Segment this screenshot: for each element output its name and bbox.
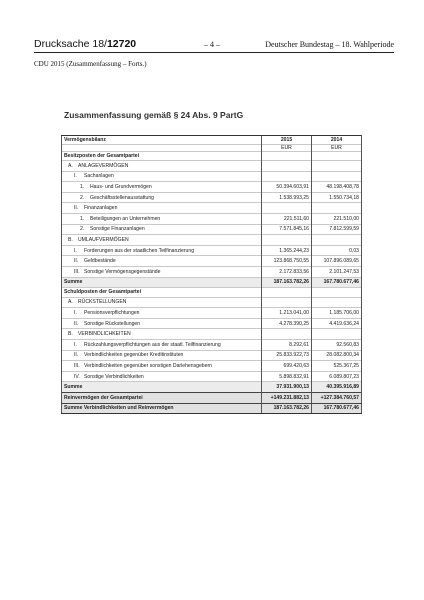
table-row (62, 151, 362, 161)
table-row (62, 192, 362, 203)
row-number: 2. (80, 194, 85, 201)
row-label (62, 266, 262, 277)
value-2014: 28.082.800,34 (312, 350, 362, 361)
row-number: A. (68, 162, 73, 169)
row-label-text: ANLAGEVERMÖGEN (78, 162, 129, 169)
table-row (62, 340, 362, 351)
row-number: IV. (74, 373, 80, 380)
row-number: I. (74, 247, 77, 254)
table-row (62, 245, 362, 256)
row-number: III. (74, 362, 80, 369)
value-2014 (312, 288, 362, 298)
row-label (62, 329, 262, 340)
table-row (62, 235, 362, 246)
value-2014: +127.384.760,57 (312, 392, 362, 403)
row-label-text: Geldbestände (84, 258, 116, 265)
row-label-text: Sonstige Verbindlichkeiten (84, 373, 144, 380)
table-row (62, 382, 362, 393)
value-2015 (262, 235, 312, 246)
row-label (62, 382, 262, 393)
value-2015: 221.511,60 (262, 213, 312, 224)
value-2014: 2.101.247,53 (312, 266, 362, 277)
table-row (62, 171, 362, 182)
table-row (62, 224, 362, 235)
row-label-text: Beteiligungen an Unternehmen (90, 215, 161, 222)
unit-2014: EUR (312, 144, 362, 151)
value-2015: 50.394.603,91 (262, 182, 312, 193)
row-number: II. (74, 258, 79, 265)
table-row (62, 361, 362, 372)
row-label (62, 403, 262, 414)
row-number: 2. (80, 226, 85, 233)
row-label (62, 371, 262, 382)
value-2014: 1.550.734,18 (312, 192, 362, 203)
table-row (62, 403, 362, 414)
row-number: I. (74, 173, 77, 180)
row-number: 1. (80, 183, 85, 190)
table-row (62, 277, 362, 288)
value-2014: 0,03 (312, 245, 362, 256)
value-2014: 4.419.636,24 (312, 318, 362, 329)
value-2014: 7.812.599,59 (312, 224, 362, 235)
value-2015 (262, 297, 312, 308)
table-row (62, 297, 362, 308)
row-label (62, 308, 262, 319)
value-2015 (262, 161, 312, 172)
value-2015: 25.833.922,73 (262, 350, 312, 361)
row-label (62, 256, 262, 267)
row-label (62, 182, 262, 193)
row-label-text: Sonstige Rückstellungen (84, 320, 141, 327)
value-2014: 48.198.408,78 (312, 182, 362, 193)
row-label-text: Geschäftsstellenausstattung (90, 194, 154, 201)
value-2015 (262, 329, 312, 340)
row-number: B. (68, 331, 73, 338)
row-number: II. (74, 352, 79, 359)
row-label (62, 350, 262, 361)
header-year-2014: 2014 (312, 136, 362, 145)
section-subheader: CDU 2015 (Zusammenfassung – Forts.) (34, 60, 147, 68)
row-label (62, 224, 262, 235)
row-label (62, 203, 262, 214)
header-year-2015: 2015 (262, 136, 312, 145)
value-2015: 37.931.900,13 (262, 382, 312, 393)
row-label-text: Summe (64, 279, 83, 286)
value-2015: 5.898.832,91 (262, 371, 312, 382)
table-row (62, 329, 362, 340)
value-2014 (312, 171, 362, 182)
row-label-text: Rückzahlungsverpflichtungen aus der staatl. Teilfinanzierung (84, 341, 221, 348)
table-title: Zusammenfassung gemäß § 24 Abs. 9 PartG (64, 110, 244, 120)
row-label (62, 318, 262, 329)
value-2014: 221.510,00 (312, 213, 362, 224)
value-2015: 123.868.750,55 (262, 256, 312, 267)
parliament-label: Deutscher Bundestag – 18. Wahlperiode (265, 40, 394, 49)
row-label-text: Schuldposten der Gesamtpartei (64, 289, 141, 296)
row-label-text: Summe Verbindlichkeiten und Reinvermögen (64, 405, 174, 412)
header-label: Vermögensbilanz (62, 136, 262, 145)
row-label (62, 288, 262, 298)
value-2015: 2.172.833,56 (262, 266, 312, 277)
row-label-text: Verbindlichkeiten gegenüber sonstigen Darlehensgebern (84, 362, 213, 369)
row-label (62, 171, 262, 182)
row-label-text: UMLAUFVERMÖGEN (78, 236, 129, 243)
value-2015 (262, 171, 312, 182)
unit-label-cell (62, 144, 262, 151)
row-number: III. (74, 268, 80, 275)
table-row (62, 213, 362, 224)
value-2014: 6.089.807,23 (312, 371, 362, 382)
row-label (62, 340, 262, 351)
row-label-text: VERBINDLICHKEITEN (78, 331, 131, 338)
row-label-text: Finanzanlagen (84, 205, 118, 212)
value-2015: 7.571.845,16 (262, 224, 312, 235)
row-label (62, 277, 262, 288)
value-2014 (312, 161, 362, 172)
table-row (62, 256, 362, 267)
table-header-row (62, 136, 362, 145)
value-2015: 187.163.782,26 (262, 277, 312, 288)
value-2014 (312, 297, 362, 308)
row-label (62, 213, 262, 224)
table-row (62, 371, 362, 382)
row-label-text: Verbindlichkeiten gegenüber Kreditinstituten (84, 352, 184, 359)
value-2015: 4.278.390,25 (262, 318, 312, 329)
value-2014: 525.367,25 (312, 361, 362, 372)
value-2015: 699.420,63 (262, 361, 312, 372)
row-label-text: Haus- und Grundvermögen (90, 183, 152, 190)
value-2014 (312, 329, 362, 340)
table-row (62, 161, 362, 172)
balance-sheet-table (61, 135, 362, 414)
row-label-text: Sonstige Finanzanlagen (90, 226, 145, 233)
row-label (62, 392, 262, 403)
row-label-text: Forderungen aus der staatlichen Teilfinanzierung (84, 247, 195, 254)
value-2015 (262, 203, 312, 214)
row-number: I. (74, 310, 77, 317)
row-number: II. (74, 205, 79, 212)
row-number: I. (74, 341, 77, 348)
row-label (62, 361, 262, 372)
table-row (62, 308, 362, 319)
unit-2015: EUR (262, 144, 312, 151)
row-number: A. (68, 299, 73, 306)
table-row (62, 266, 362, 277)
row-label-text: Summe (64, 384, 83, 391)
value-2015: 8.292,61 (262, 340, 312, 351)
table-row (62, 318, 362, 329)
value-2014: 167.780.677,46 (312, 403, 362, 414)
value-2015: 1.365.244,23 (262, 245, 312, 256)
table-row (62, 350, 362, 361)
row-label-text: Pensionsverpflichtungen (84, 310, 140, 317)
table-row (62, 288, 362, 298)
value-2015 (262, 288, 312, 298)
value-2014: 92.560,83 (312, 340, 362, 351)
value-2015: 1.538.993,25 (262, 192, 312, 203)
value-2014: 107.896.089,65 (312, 256, 362, 267)
row-label-text: Sachanlagen (84, 173, 114, 180)
value-2015 (262, 151, 312, 161)
value-2015: +149.231.882,13 (262, 392, 312, 403)
row-label-text: RÜCKSTELLUNGEN (78, 299, 127, 306)
row-label (62, 235, 262, 246)
value-2015: 187.163.782,26 (262, 403, 312, 414)
value-2015: 1.213.041,00 (262, 308, 312, 319)
document-number: Drucksache 18/12720 (34, 38, 137, 50)
page-number: – 4 – (204, 40, 220, 49)
page-header (34, 40, 394, 53)
value-2014 (312, 203, 362, 214)
row-label-text: Reinvermögen der Gesamtpartei (64, 394, 143, 401)
value-2014: 167.780.677,46 (312, 277, 362, 288)
value-2014: 40.395.916,89 (312, 382, 362, 393)
table-row (62, 203, 362, 214)
row-label (62, 151, 262, 161)
row-number: II. (74, 320, 79, 327)
row-number: B. (68, 236, 73, 243)
value-2014 (312, 151, 362, 161)
row-label (62, 192, 262, 203)
row-label-text: Sonstige Vermögensgegenstände (84, 268, 161, 275)
row-label (62, 297, 262, 308)
row-label (62, 161, 262, 172)
row-number: 1. (80, 215, 85, 222)
row-label-text: Besitzposten der Gesamtpartei (64, 152, 140, 159)
table-row (62, 182, 362, 193)
table-unit-row (62, 144, 362, 151)
value-2014: 1.185.706,00 (312, 308, 362, 319)
row-label (62, 245, 262, 256)
value-2014 (312, 235, 362, 246)
table-row (62, 392, 362, 403)
